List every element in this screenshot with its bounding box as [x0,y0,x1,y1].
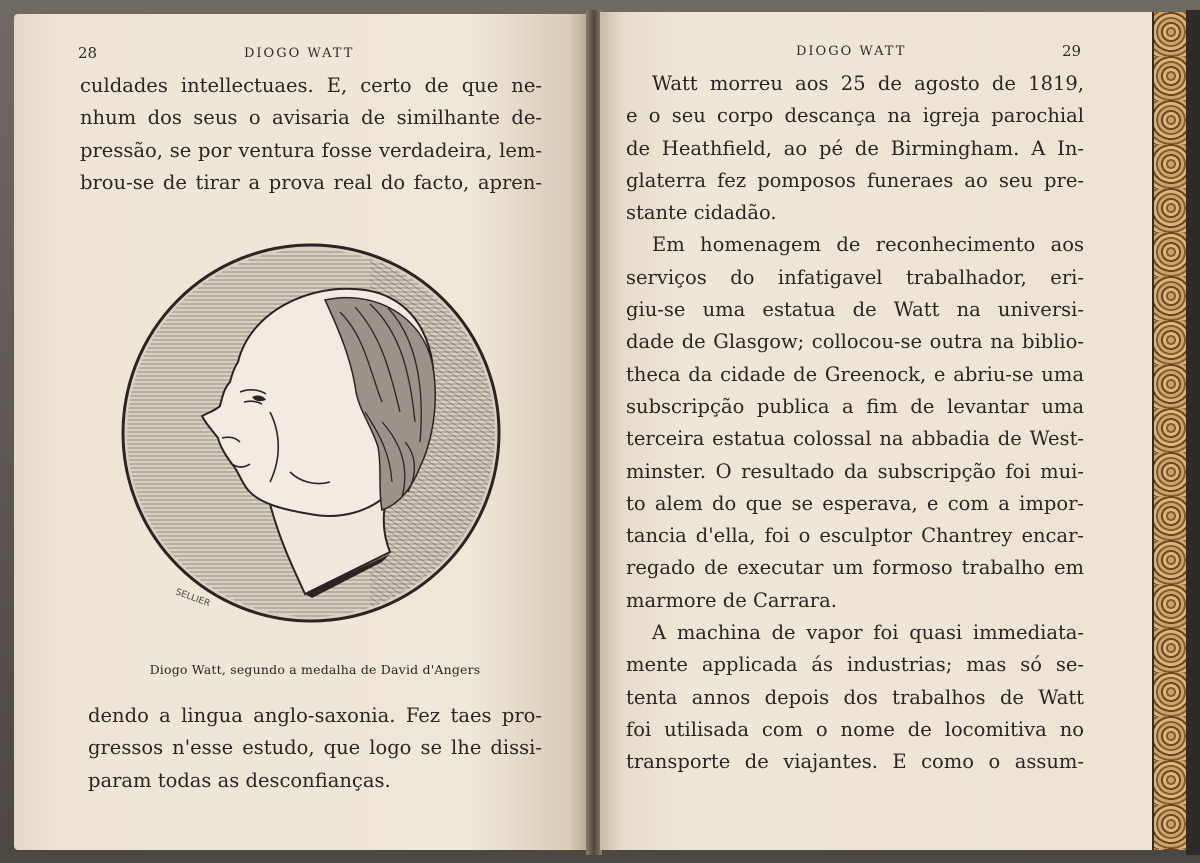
right-body-text [626,68,1084,779]
decorated-page-edge [1152,12,1188,850]
text-line: foi utilisada com o nome de locomitiva no [626,717,1084,741]
text-line: transporte de viajantes. E como o assum- [626,750,1084,774]
engraver-signature: SELLIER [173,587,212,610]
text-line: param todas as desconfianças. [88,768,391,792]
medallion-engraving [120,242,502,624]
book-cover-edge [1186,10,1200,855]
text-line: stante cidadão. [626,201,777,225]
right-page-number: 29 [1062,42,1082,60]
text-line: minster. O resultado da subscripção foi mui- [626,459,1084,483]
text-line: gressos n'esse estudo, que logo se lhe dissi- [88,736,542,760]
text-line: de Heathfield, ao pé de Birmingham. A In- [626,136,1084,160]
text-line: culdades intellectuaes. E, certo de que ne- [80,74,542,97]
text-line: A machina de vapor foi quasi immediata- [652,621,1084,645]
right-running-head: DIOGO WATT [796,44,907,59]
text-line: mente applicada ás industrias; mas só se- [626,653,1084,677]
text-line: Watt morreu aos 25 de agosto de 1819, [652,72,1084,95]
text-line: serviços do infatigavel trabalhador, eri- [626,265,1084,289]
text-line: regado de executar um formoso trabalho em [626,556,1084,580]
text-line: brou-se de tirar a prova real do facto, apren- [80,170,542,194]
text-line: nhum dos seus o avisaria de similhante de- [80,106,542,130]
illustration-caption: Diogo Watt, segundo a medalha de David d'Angers [149,662,481,677]
text-line: e o seu corpo descança na igreja parochial [626,104,1084,128]
text-line: subscripção publica a fim de levantar uma [626,394,1084,418]
left-page [14,14,586,850]
text-line: Em homenagem de reconhecimento aos [652,233,1084,257]
left-running-head: DIOGO WATT [244,46,355,61]
medallion-portrait [120,242,502,624]
right-page [600,12,1152,850]
left-page-number: 28 [78,44,98,62]
text-line: terceira estatua colossal na abbadia de West- [626,427,1084,451]
text-line: dendo a lingua anglo-saxonia. Fez taes pro- [88,704,542,727]
text-line: theca da cidade de Greenock, e abriu-se uma [626,362,1084,386]
text-line: to alem do que se esperava, e com a impor- [626,491,1084,515]
text-line: glaterra fez pomposos funeraes ao seu pre- [626,168,1084,192]
left-bottom-text [88,700,542,797]
text-line: marmore de Carrara. [626,588,837,612]
left-top-text [80,70,542,199]
text-line: pressão, se por ventura fosse verdadeira, lem- [80,138,542,162]
text-line: giu-se uma estatua de Watt na universi- [626,298,1084,322]
text-line: dade de Glasgow; collocou-se outra na biblio- [626,330,1084,354]
text-line: tenta annos depois dos trabalhos de Watt [626,685,1084,709]
text-line: tancia d'ella, foi o esculptor Chantrey encar- [626,524,1084,548]
